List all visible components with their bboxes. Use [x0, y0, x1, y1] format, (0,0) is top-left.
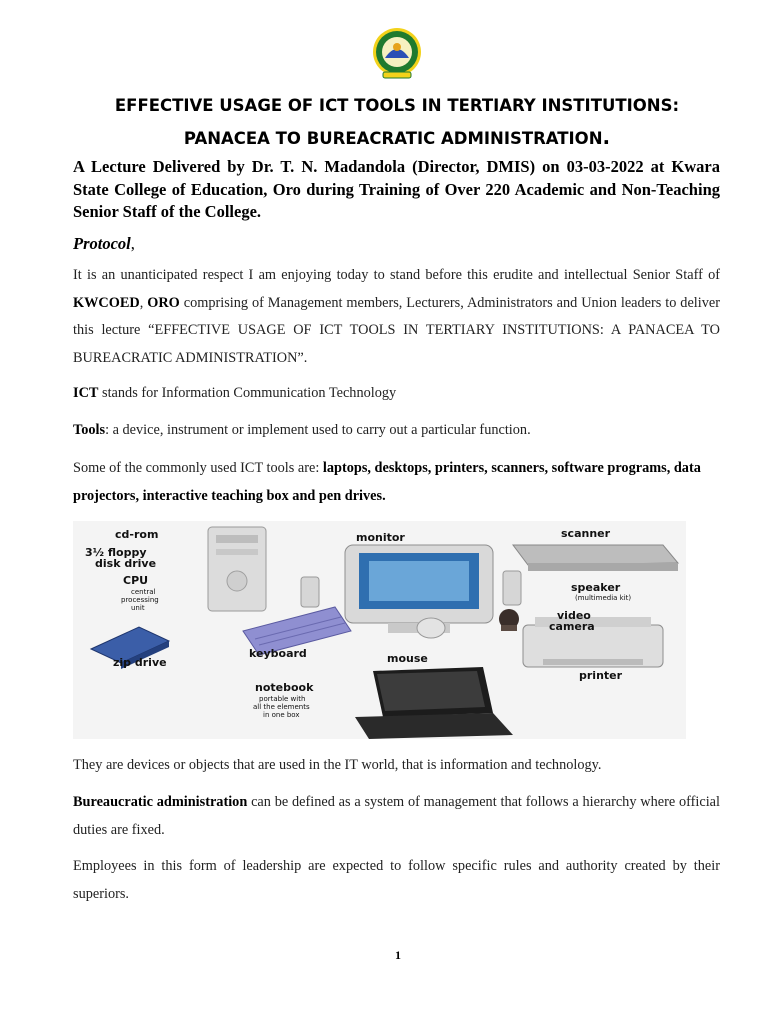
paragraph-ict-definition — [73, 380, 720, 408]
ict-tools-illustration — [73, 521, 686, 739]
label-cpu-sub3: unit — [131, 604, 145, 612]
label-floppy-line2: disk drive — [95, 557, 157, 570]
label-keyboard: keyboard — [249, 647, 307, 660]
document-title-line1: EFFECTIVE USAGE OF ICT TOOLS IN TERTIARY INSTITUTIONS: — [114, 96, 680, 115]
tools-term: Tools — [73, 422, 106, 438]
paragraph-devices-description: They are devices or objects that are used in the IT world, that is information and technology. — [73, 757, 602, 773]
document-title-period: . — [602, 125, 611, 149]
mouse-image — [417, 618, 445, 638]
paragraph-opening — [73, 262, 720, 372]
label-speaker: speaker — [571, 581, 621, 594]
document-title-line2-text: PANACEA TO BUREACRATIC ADMINISTRATION — [183, 129, 603, 148]
label-speaker-sub: (multimedia kit) — [575, 594, 632, 602]
oro-term: ORO — [147, 294, 180, 311]
label-video-line2: camera — [549, 620, 595, 633]
paragraph-employees: Employees in this form of leadership are expected to follow specific rules and authority created by their superiors. — [73, 858, 720, 902]
label-floppy-line1: 3½ floppy — [85, 546, 147, 559]
label-notebook-sub2: all the elements — [253, 703, 310, 711]
ict-definition-text: stands for Information Communication Technology — [98, 385, 397, 401]
protocol-heading — [73, 234, 135, 254]
label-notebook-sub3: in one box — [263, 711, 300, 719]
ict-term: ICT — [73, 385, 99, 401]
label-mouse: mouse — [387, 652, 428, 665]
label-cpu-sub1: central — [131, 588, 156, 596]
label-monitor: monitor — [356, 531, 405, 544]
paragraph-opening-part-a: It is an unanticipated respect I am enjoying today to stand before this erudite and intellectual Senior Staff of — [73, 267, 720, 283]
protocol-label: Protocol — [73, 234, 131, 253]
ict-tools-list: laptops, desktops, printers, scanners, software programs, data projectors, interactive teaching box and pen drives. — [73, 460, 701, 504]
paragraph-bureaucratic-definition — [73, 789, 720, 844]
tools-definition-text: : a device, instrument or implement used to carry out a particular function. — [105, 422, 531, 438]
label-printer: printer — [579, 669, 623, 682]
document-title-line2 — [60, 125, 734, 149]
speaker-left-image — [301, 577, 319, 607]
bureaucratic-term: Bureaucratic administration — [73, 794, 248, 810]
paragraph-opening-part-c: , — [139, 294, 148, 311]
monitor-image — [345, 545, 493, 633]
college-logo — [369, 26, 425, 82]
cpu-tower-image — [208, 527, 266, 611]
ict-tools-intro: Some of the commonly used ICT tools are: — [73, 460, 323, 476]
paragraph-opening-part-e: comprising of Management members, Lecturers, Administrators and Union leaders to deliver this lecture “EFFECTIVE USAGE OF ICT TOOLS IN TERTIARY INSTITUTIONS: A PANACEA TO BUREACRATIC ADMINISTRATION”. — [73, 294, 720, 366]
label-zip-drive: zip drive — [113, 656, 167, 669]
video-camera-image — [499, 609, 519, 631]
speaker-right-image — [503, 571, 521, 605]
label-notebook: notebook — [255, 681, 314, 694]
label-cdrom: cd-rom — [115, 528, 159, 541]
lecture-introduction: A Lecture Delivered by Dr. T. N. Madandola (Director, DMIS) on 03-03-2022 at Kwara State College of Education, Oro during Training of Over 220 Academic and Non-Teaching Senior Staff of the College. — [73, 157, 720, 221]
bureaucratic-definition-text: can be defined as a system of management that follows a hierarchy where official duties are fixed. — [73, 794, 720, 838]
page-number: 1 — [395, 948, 401, 962]
label-scanner: scanner — [561, 527, 611, 540]
paragraph-tools-definition — [73, 417, 720, 445]
label-video-line1: video — [557, 609, 591, 622]
kwcoed-term: KWCOED — [73, 294, 140, 311]
label-notebook-sub1: portable with — [259, 695, 306, 703]
scanner-image — [513, 545, 678, 571]
label-cpu: CPU — [123, 574, 149, 587]
paragraph-ict-tools-list — [73, 455, 720, 510]
label-cpu-sub2: processing — [121, 596, 159, 604]
protocol-comma: , — [130, 234, 135, 253]
